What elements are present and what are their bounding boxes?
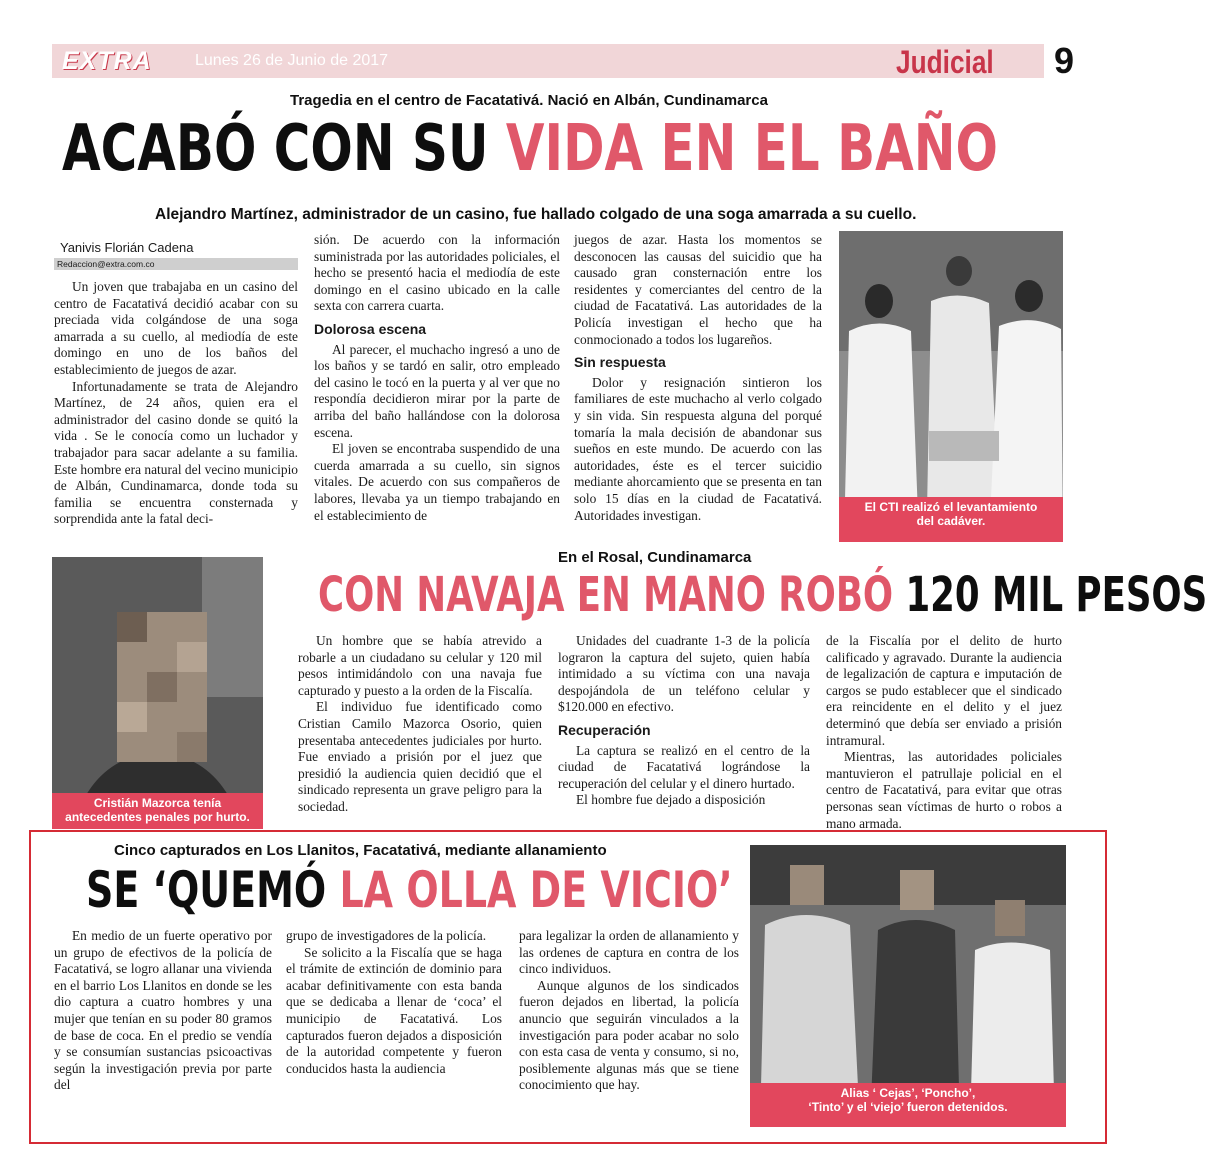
section-title: Judicial — [896, 44, 994, 80]
issue-date: Lunes 26 de Junio de 2017 — [195, 52, 389, 69]
story1-column-2 — [314, 232, 560, 524]
byline-email: Redaccion@extra.com.co — [54, 258, 298, 270]
paragraph: El hombre fue dejado a disposición — [576, 792, 766, 808]
story2-photo-caption — [52, 793, 263, 829]
paragraph: Al parecer, el muchacho ingresó a uno de los baños y se tardó en salir, otro empleado del casino le tocó en la puerta y al ver que no respondía decidieron mirar por la parte de arriba del baño hallándose con la dolorosa escena. — [314, 341, 560, 440]
story2-headline-black: 120 MIL PESOS — [905, 567, 1207, 623]
story1-photo-illustration — [839, 231, 1063, 542]
story1-photo-caption — [839, 497, 1063, 542]
story3-column-3 — [519, 928, 739, 1094]
story1-deck: Alejandro Martínez, administrador de un casino, fue hallado colgado de una soga amarrada a su cuello. — [155, 206, 917, 223]
subhead: Sin respuesta — [574, 354, 666, 371]
paragraph: Aunque algunos de los sindicados fueron dejados en libertad, la policía anuncio que seguirán vinculados a la investigación para poder acabar no solo con esta casa de venta y consumo, si no, posiblemente algunas más que se tiene conocimiento que hay. — [519, 977, 739, 1093]
story1-column-3 — [574, 232, 822, 524]
story3-column-2 — [286, 928, 502, 1077]
subhead: Recuperación — [558, 721, 651, 738]
paragraph: Unidades del cuadrante 1-3 de la policía lograron la captura del sujeto, quien había intimidado a su víctima con una navaja despojándola de un teléfono celular y $120.000 en efectivo. — [558, 633, 810, 715]
story1-headline-black: ACABÓ CON SU — [62, 112, 506, 186]
story1-headline-red: VIDA EN EL BAÑO — [505, 112, 998, 186]
story3-headline-red: LA OLLA DE VICIO’ — [339, 861, 733, 919]
caption-line: El CTI realizó el levantamiento — [864, 500, 1038, 514]
paragraph: Dolor y resignación sintieron los familiares de este muchacho al verlo colgado y sin vida. Sin respuesta alguna del porqué tomaría la mala decisión de abandonar sus sueños en este mundo. De acuerdo con las autoridades, éste es el tercer suicidio mediante ahorcamiento que se presenta en tan solo 15 días en la ciudad de Facatativá. Autoridades investigan. — [574, 374, 822, 523]
story2-headline-red: CON NAVAJA EN MANO ROBÓ — [318, 567, 906, 623]
story2-column-3 — [826, 633, 1062, 832]
paragraph: Un hombre que se había atrevido a robarle a un ciudadano su celular y 120 mil pesos intimidándolo con una navaja fue capturado y puesto a la orden de la Fiscalía. — [298, 633, 542, 698]
story2-column-1 — [298, 633, 542, 816]
subhead: Dolorosa escena — [314, 320, 427, 337]
story2-photo-illustration — [52, 557, 263, 829]
paragraph: El joven se encontraba suspendido de una cuerda amarrada a su cuello, sin signos vitales. De acuerdo con sus compañeros de labores, llevaba ya un tiempo trabajando en el establecimiento de — [314, 441, 560, 523]
paragraph: grupo de investigadores de la policía. — [286, 928, 487, 943]
story3-kicker: Cinco capturados en Los Llanitos, Facatativá, mediante allanamiento — [114, 842, 607, 859]
paragraph: El individuo fue identificado como Cristian Camilo Mazorca Osorio, quien presentaba antecedentes judiciales por hurto. Fue enviado a prisión por el juez que presidió la audiencia quien decidió que el sindicado representa un grave peligro para la sociedad. — [298, 699, 542, 814]
story3-headline — [86, 861, 733, 919]
paragraph: sión. De acuerdo con la información suministrada por las autoridades policiales, el hecho se presentó hacia el mediodía de este domingo en el casino ubicado en la calle sexta con carrera cuarta. — [314, 232, 560, 314]
story1-column-1 — [54, 279, 298, 528]
story3-photo — [750, 845, 1066, 1127]
story1-headline — [62, 112, 998, 186]
paragraph: Mientras, las autoridades policiales mantuvieron el patrullaje policial en el centro de Facatativá, para evitar que otras personas sean víctimas de hurto o robos a mano armada. — [826, 749, 1062, 831]
page-number: 9 — [1054, 40, 1075, 81]
story2-kicker: En el Rosal, Cundinamarca — [558, 549, 752, 566]
story3-headline-black: SE ‘QUEMÓ — [86, 861, 340, 919]
paragraph: juegos de azar. Hasta los momentos se desconocen las causas del suicidio que ha causado gran consternación entre los residentes y comerciantes del centro de la ciudad de Facatativá. Las autoridades de la Policía investigan el hecho que ha conmocionado a todos los lugareños. — [574, 232, 822, 347]
paragraph: La captura se realizó en el centro de la ciudad de Facatativá lográndose la recuperación del celular y el dinero hurtado. — [558, 742, 810, 791]
story2-column-2 — [558, 633, 810, 809]
story2-headline — [318, 567, 1207, 623]
story1-photo — [839, 231, 1063, 542]
paragraph: de la Fiscalía por el delito de hurto calificado y agravado. Durante la audiencia de legalización de captura e imputación de cargos se pudo establecer que el sindicado era reincidente en el delito y el juez determinó que debía ser enviado a prisión intramural. — [826, 633, 1062, 748]
caption-line: Alias ‘ Cejas’, ‘Poncho’, — [840, 1086, 976, 1100]
story2-photo — [52, 557, 263, 829]
caption-line: ‘Tinto’ y el ‘viejo’ fueron detenidos. — [808, 1100, 1008, 1114]
story1-kicker: Tragedia en el centro de Facatativá. Nació en Albán, Cundinamarca — [290, 92, 768, 109]
story3-column-1 — [54, 928, 272, 1094]
paragraph: Infortunadamente se trata de Alejandro Martínez, de 24 años, quien era el administrador del casino donde se quitó la vida . Se le conocía como un luchador y trabajador para sacar adelante a su familia. Este hombre era natural del vecino municipio de Albán, Cundinamarca, donde toda su familia se encuentra consternada y sorprendida ante la fatal deci- — [54, 378, 298, 527]
byline: Yanivis Florián Cadena — [60, 240, 194, 255]
brand-logo: EXTRA — [62, 47, 152, 75]
paragraph: para legalizar la orden de allanamiento y las ordenes de captura en contra de los cinco individuos. — [519, 928, 739, 977]
story3-photo-caption — [750, 1083, 1066, 1127]
paragraph: Se solicito a la Fiscalía que se haga el trámite de extinción de dominio para acabar definitivamente con esta banda que se dedicaba a llenar de ‘coca’ el municipio de Facatativá. Los capturados fueron dejados a disposición de la autoridad competente y fueron conducidos hasta la audiencia — [286, 944, 502, 1076]
paragraph: En medio de un fuerte operativo por un grupo de efectivos de la policía de Facatativá, se logro allanar una vivienda en el barrio Los Llanitos en donde se les dio captura a cuatro hombres y una mujer que tenían en su poder 80 gramos de base de coca. En el predio se vendía y se consumían sustancias psicoactivas según la investigación previa por parte del — [54, 928, 272, 1093]
paragraph: Un joven que trabajaba en un casino del centro de Facatativá decidió acabar con su preciada vida colgándose de una soga amarrada a su cuello, al mediodía de este domingo en uno de los baños del establecimiento de juegos de azar. — [54, 279, 298, 377]
caption-line: antecedentes penales por hurto. — [65, 810, 250, 824]
caption-line: Cristián Mazorca tenía — [93, 796, 222, 810]
caption-line: del cadáver. — [916, 514, 986, 528]
